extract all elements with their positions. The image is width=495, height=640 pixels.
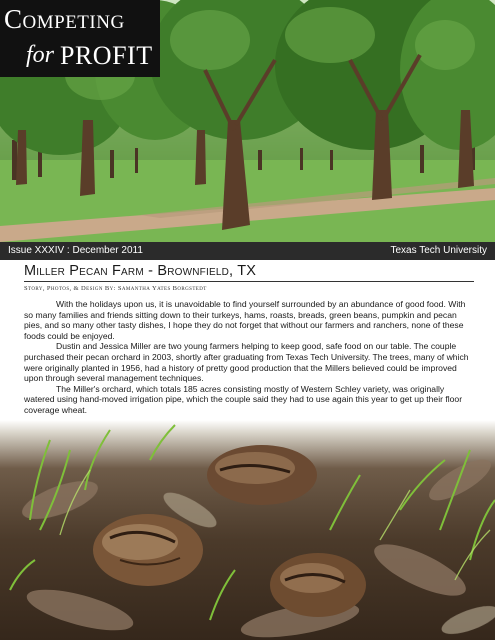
masthead-for: for bbox=[26, 42, 55, 68]
issue-bar bbox=[0, 242, 495, 260]
pecans-photo bbox=[0, 420, 495, 640]
article-byline: Story, Photos, & Design By: Samantha Yates Borgstedt bbox=[24, 285, 207, 292]
masthead-title-top: Competing bbox=[4, 4, 125, 34]
article-paragraph: Dustin and Jessica Miller are two young farmers helping to keep good, safe food on our table. The couple purchased their pecan orchard in 2003, shortly after graduating from Texas Tech University. The trees, many of which were originally planted in 1956, had a history of pretty good production that the Millers believed could be improved upon through several management techniques. bbox=[24, 341, 469, 384]
article bbox=[24, 262, 474, 416]
publisher-name: Texas Tech University bbox=[390, 245, 487, 256]
pecans-illustration bbox=[0, 420, 495, 640]
article-body bbox=[24, 299, 474, 416]
masthead-title-bottom: PROFIT bbox=[60, 41, 153, 70]
issue-date: Issue XXXIV : December 2011 bbox=[8, 245, 143, 256]
orchard-photo bbox=[0, 0, 495, 242]
article-headline: Miller Pecan Farm - Brownfield, TX bbox=[24, 262, 474, 282]
article-paragraph: With the holidays upon us, it is unavoidable to find yourself surrounded by an abundance of good food. With so many families and friends sitting down to their turkeys, hams, roasts, breads, green beans, pumpkin and pecan pies, and so many other tasty dishes, I hope they do not forget that without our farmers and ranchers, none of these foods could be enjoyed. bbox=[24, 299, 466, 341]
article-paragraph: The Miller's orchard, which totals 185 acres consisting mostly of Western Schley variety, was originally watered using hand-moved irrigation pipe, which the couple said they had to use again this year to get up their floor coverage wheat. bbox=[24, 383, 463, 415]
masthead bbox=[0, 0, 160, 77]
